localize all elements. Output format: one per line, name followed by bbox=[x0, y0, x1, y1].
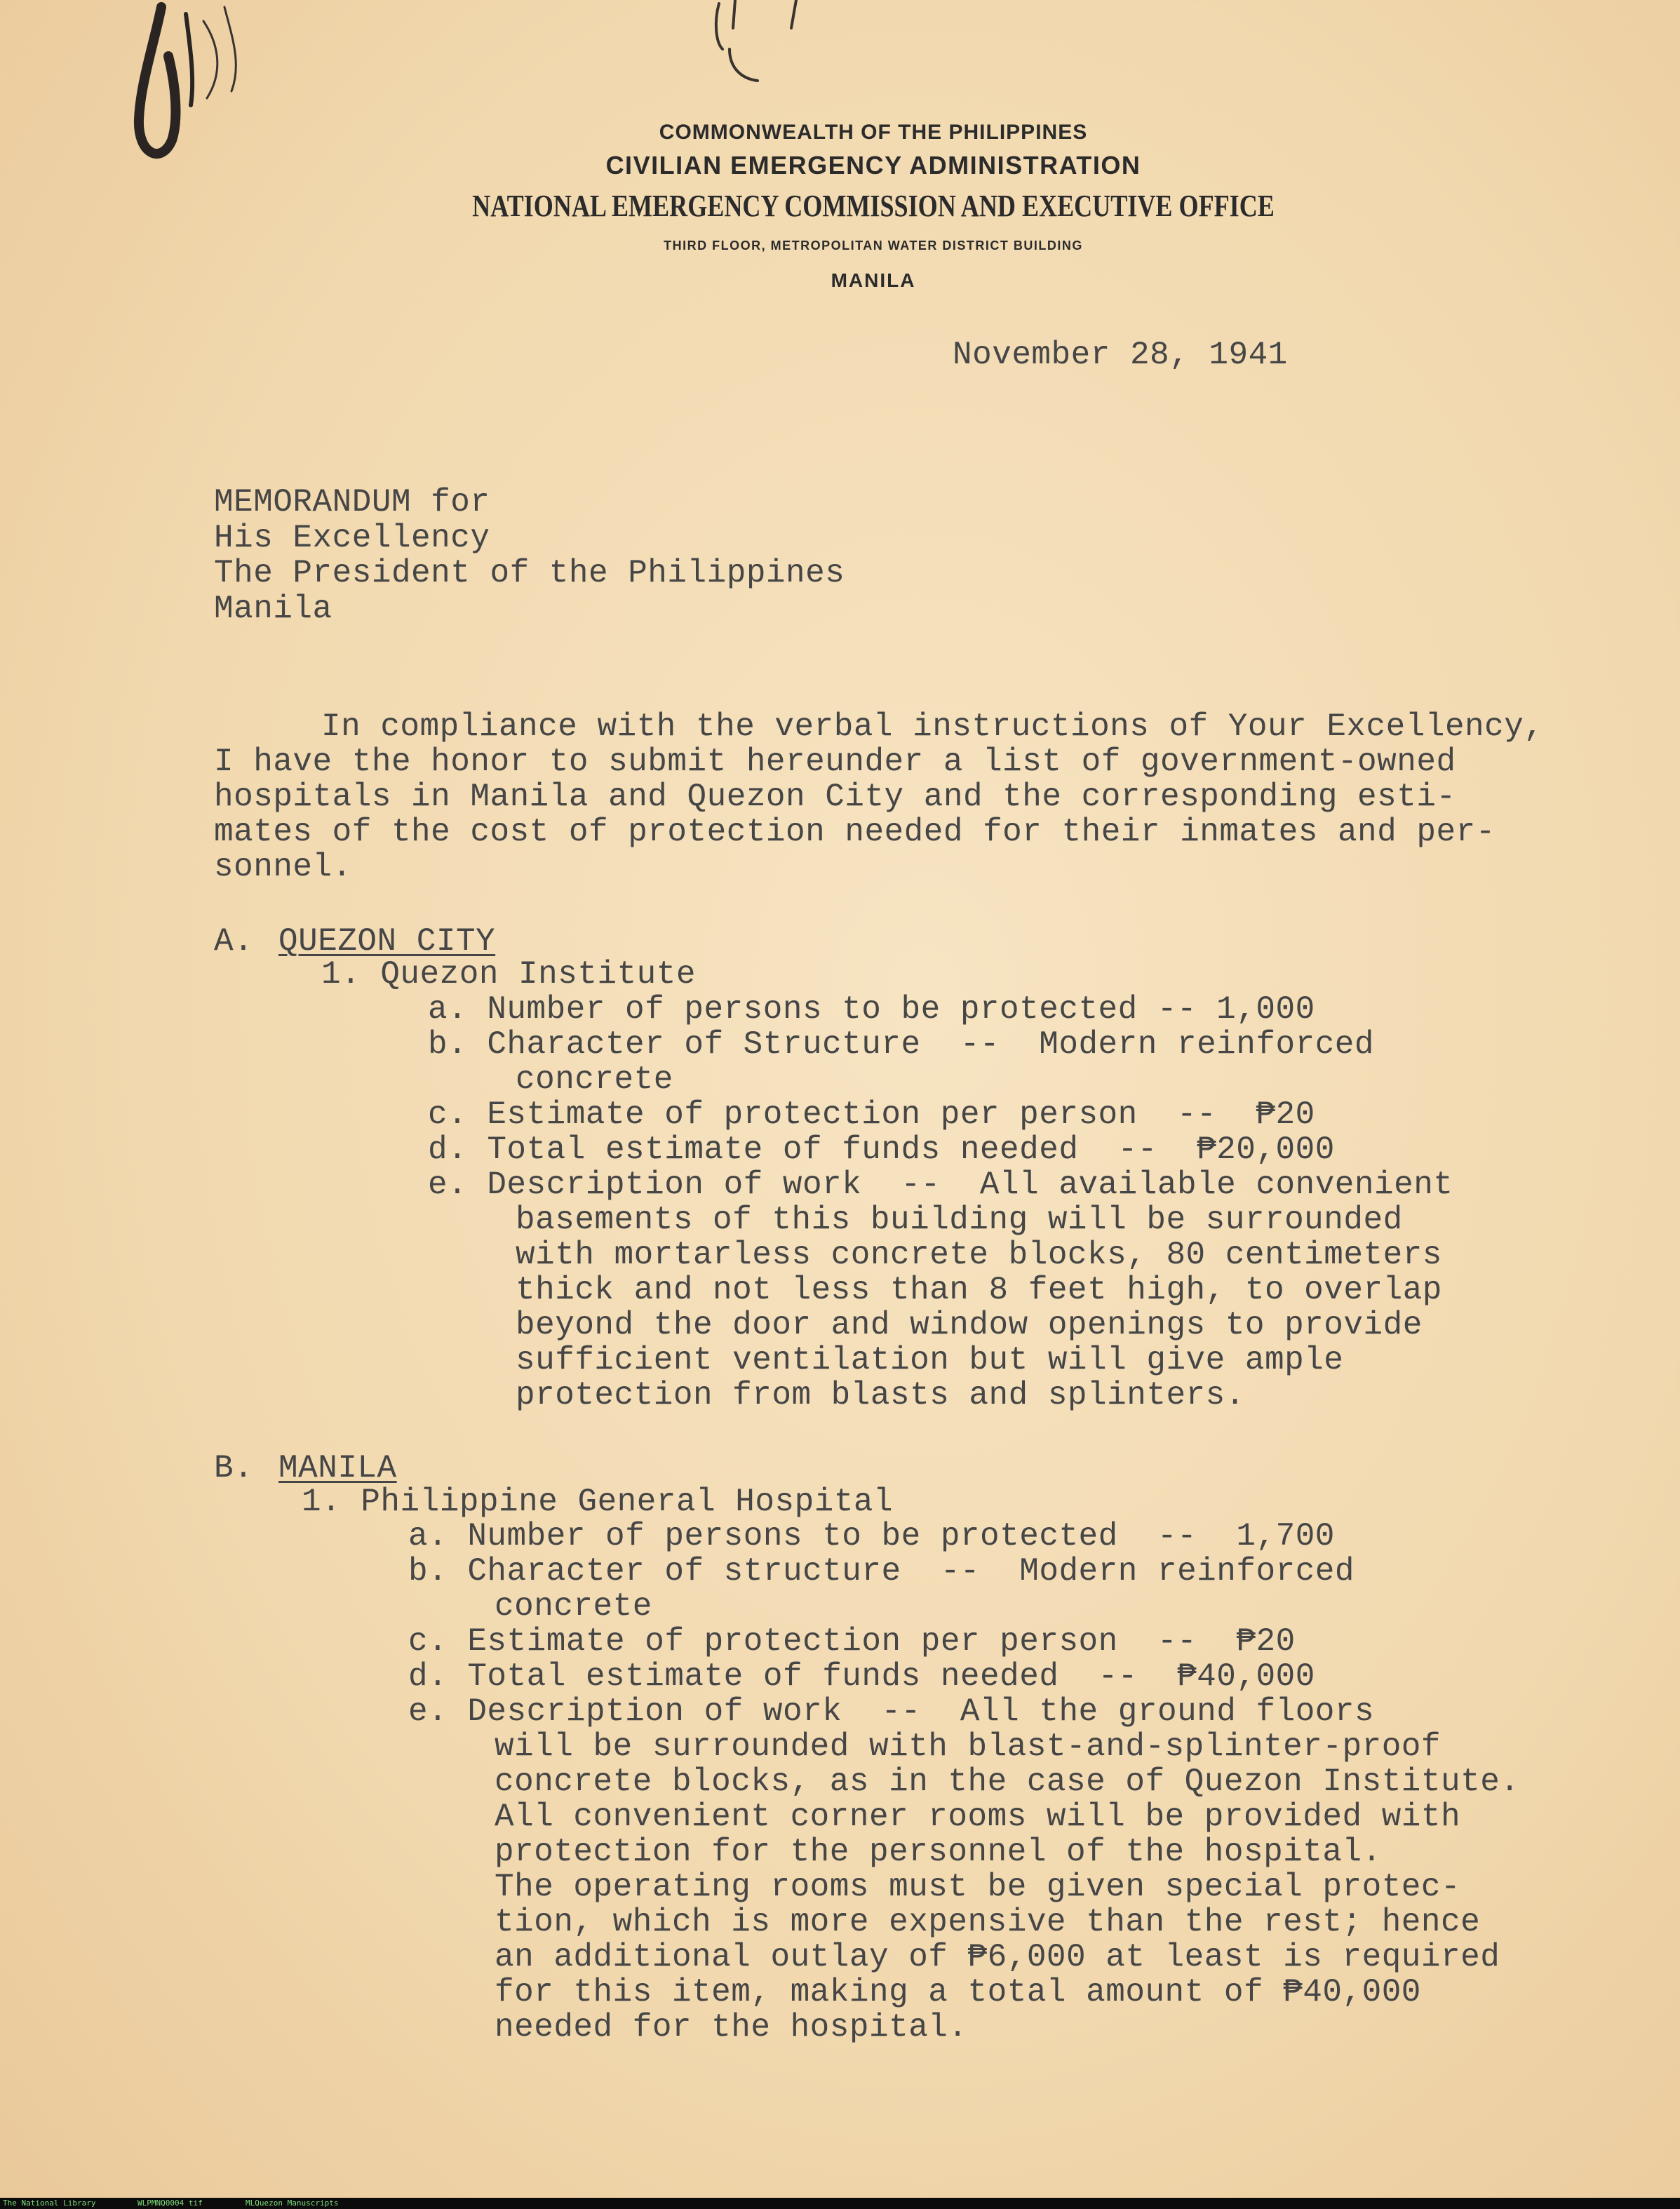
handwritten-mark-left bbox=[119, 0, 260, 175]
section-a-letter: A. bbox=[214, 923, 254, 960]
section-a-line: b. Character of Structure -- Modern reinforced bbox=[428, 1026, 1375, 1063]
section-a-title: QUEZON CITY bbox=[278, 923, 496, 960]
section-b-line: a. Number of persons to be protected -- 1,700 bbox=[408, 1518, 1335, 1555]
letterhead-commonwealth: COMMONWEALTH OF THE PHILIPPINES bbox=[659, 121, 1088, 144]
letterhead-office: NATIONAL EMERGENCY COMMISSION AND EXECUTIVE OFFICE bbox=[472, 189, 1275, 223]
section-b-line: e. Description of work -- All the ground floors bbox=[408, 1693, 1375, 1730]
section-b-line: concrete bbox=[495, 1588, 652, 1625]
letterhead-city: MANILA bbox=[831, 269, 916, 291]
section-b-line: b. Character of structure -- Modern reinforced bbox=[408, 1553, 1355, 1590]
section-b-line: protection for the personnel of the hospital. bbox=[495, 1834, 1382, 1870]
section-b-line: will be surrounded with blast-and-splinter-proof bbox=[495, 1728, 1442, 1765]
address-line: His Excellency bbox=[214, 520, 490, 556]
section-a-item: 1. Quezon Institute bbox=[321, 956, 696, 993]
footer-library: The National Library bbox=[3, 2198, 96, 2208]
section-a-line: e. Description of work -- All available convenient bbox=[428, 1167, 1453, 1203]
section-a-line: thick and not less than 8 feet high, to overlap bbox=[516, 1272, 1442, 1308]
footer-collection: MLQuezon Manuscripts bbox=[246, 2198, 339, 2208]
section-a-line: with mortarless concrete blocks, 80 centimeters bbox=[516, 1237, 1442, 1273]
intro-line: hospitals in Manila and Quezon City and the corresponding esti- bbox=[214, 779, 1456, 815]
footer-file: WLPMNQ0004 tif bbox=[137, 2198, 203, 2208]
section-a-line: basements of this building will be surrounded bbox=[516, 1202, 1403, 1238]
address-line: Manila bbox=[214, 591, 332, 627]
section-b-line: an additional outlay of ₱6,000 at least is required bbox=[495, 1939, 1500, 1975]
section-b-line: The operating rooms must be given special protec- bbox=[495, 1869, 1461, 1905]
intro-line: mates of the cost of protection needed for their inmates and per- bbox=[214, 814, 1496, 850]
memo-date: November 28, 1941 bbox=[953, 337, 1288, 373]
intro-line: In compliance with the verbal instructions of Your Excellency, bbox=[321, 709, 1544, 745]
address-line: MEMORANDUM for bbox=[214, 484, 490, 521]
section-a-line: a. Number of persons to be protected -- 1,000 bbox=[428, 991, 1315, 1028]
letterhead-agency: CIVILIAN EMERGENCY ADMINISTRATION bbox=[605, 151, 1141, 180]
section-b-title: MANILA bbox=[278, 1450, 397, 1486]
section-b-line: c. Estimate of protection per person -- ₱20 bbox=[408, 1623, 1296, 1660]
section-a-line: c. Estimate of protection per person -- ₱20 bbox=[428, 1096, 1315, 1133]
section-a-line: protection from blasts and splinters. bbox=[516, 1377, 1245, 1414]
section-b-line: All convenient corner rooms will be provided with bbox=[495, 1799, 1461, 1835]
section-a-line: sufficient ventilation but will give ample bbox=[516, 1342, 1344, 1378]
section-b-line: tion, which is more expensive than the rest; hence bbox=[495, 1904, 1481, 1940]
section-a-line: beyond the door and window openings to provide bbox=[516, 1307, 1423, 1343]
section-b-line: needed for the hospital. bbox=[495, 2009, 968, 2046]
section-b-line: for this item, making a total amount of ₱40,000 bbox=[495, 1974, 1421, 2010]
letterhead-address: THIRD FLOOR, METROPOLITAN WATER DISTRICT BUILDING bbox=[664, 239, 1083, 253]
scan-footer bbox=[0, 2198, 1680, 2209]
section-b-item: 1. Philippine General Hospital bbox=[302, 1484, 894, 1520]
section-b-letter: B. bbox=[214, 1450, 254, 1486]
handwritten-mark-top bbox=[701, 0, 814, 91]
section-a-line: d. Total estimate of funds needed -- ₱20,000 bbox=[428, 1132, 1335, 1168]
intro-line: sonnel. bbox=[214, 849, 352, 885]
section-a-line: concrete bbox=[516, 1061, 673, 1098]
section-b-line: concrete blocks, as in the case of Quezon Institute. bbox=[495, 1764, 1520, 1800]
section-b-line: d. Total estimate of funds needed -- ₱40,000 bbox=[408, 1658, 1315, 1695]
address-line: The President of the Philippines bbox=[214, 555, 845, 591]
intro-line: I have the honor to submit hereunder a list of government-owned bbox=[214, 744, 1456, 780]
